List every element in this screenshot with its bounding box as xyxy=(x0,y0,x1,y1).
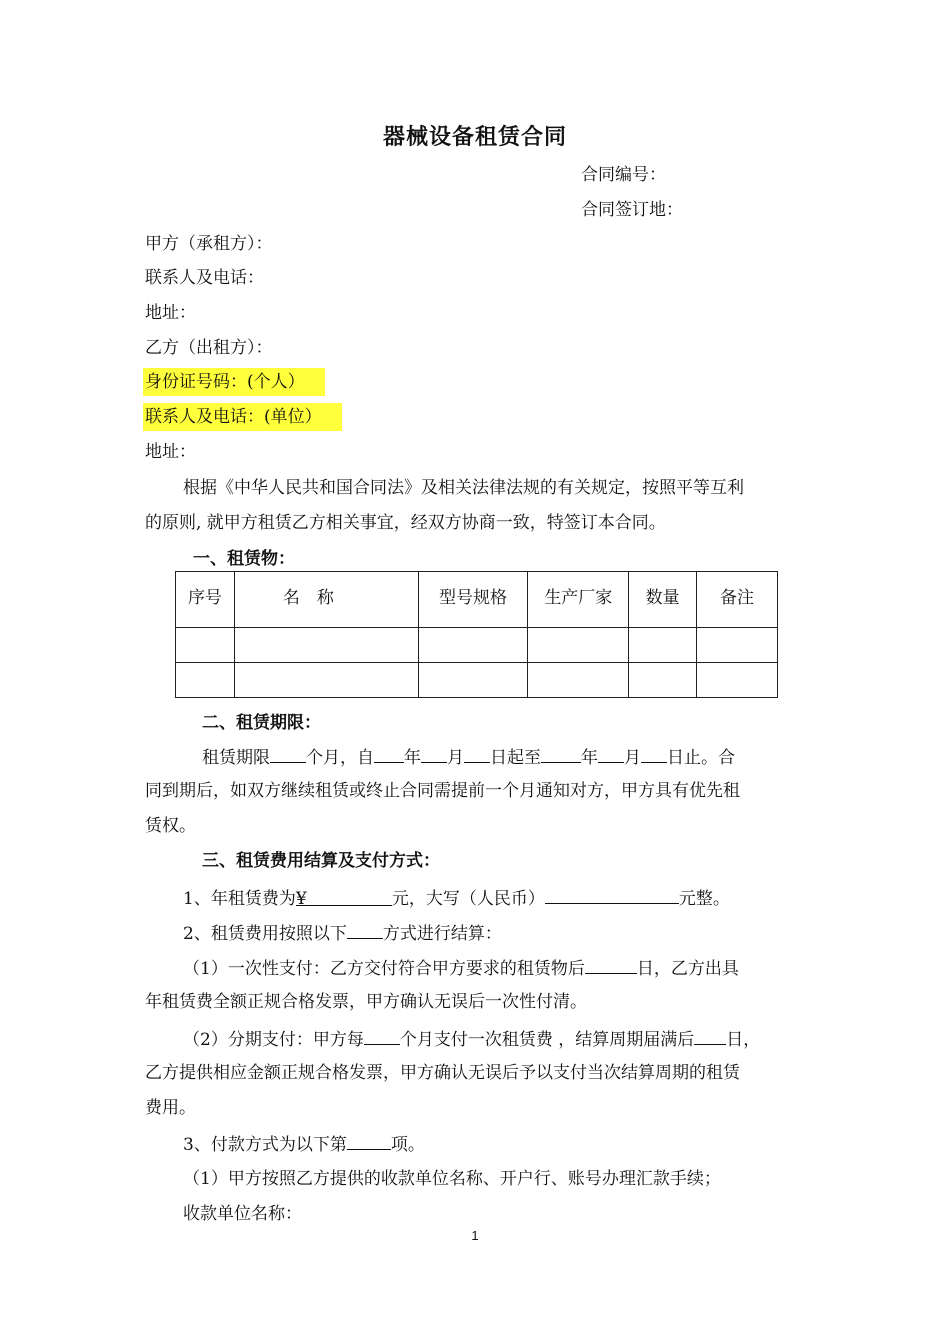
table-cell[interactable] xyxy=(629,663,697,698)
party-a-name-label: 甲方（承租方）： xyxy=(145,234,273,254)
column-header: 型号规格 xyxy=(418,572,528,628)
lump-sum-line-1: （1）一次性支付：乙方交付符合甲方要求的租赁物后 日，乙方出具 xyxy=(183,956,739,980)
section-2-heading: 二、租赁期限： xyxy=(202,713,321,733)
blank-end-day[interactable] xyxy=(641,745,667,763)
party-a-address-label: 地址： xyxy=(145,303,196,323)
installment-line-3: 费用。 xyxy=(145,1098,196,1118)
blank-start-day[interactable] xyxy=(464,745,490,763)
column-header: 序号 xyxy=(176,572,235,628)
payee-name-label: 收款单位名称： xyxy=(183,1204,302,1224)
highlighted-id-field: 身份证号码：(个人） xyxy=(143,368,325,396)
table-cell[interactable] xyxy=(528,663,629,698)
table-cell[interactable] xyxy=(697,628,778,663)
table-cell[interactable] xyxy=(234,663,418,698)
section-3-heading: 三、租赁费用结算及支付方式： xyxy=(202,851,440,871)
section-1-heading: 一、租赁物： xyxy=(193,549,295,569)
table-header-row xyxy=(176,572,778,628)
table-cell[interactable] xyxy=(234,628,418,663)
column-header: 备注 xyxy=(697,572,778,628)
blank-end-month[interactable] xyxy=(598,745,624,763)
blank-annual-fee[interactable]: ¥ xyxy=(296,888,392,906)
installment-line-1: （2）分期支付：甲方每 个月支付一次租赁费 ，结算周期届满后 日， xyxy=(183,1027,760,1051)
table-cell[interactable] xyxy=(418,663,528,698)
lease-term-line-3: 赁权。 xyxy=(145,816,196,836)
party-b-name-label: 乙方（出租方）： xyxy=(145,338,273,358)
table-cell[interactable] xyxy=(176,628,235,663)
page-number: 1 xyxy=(471,1228,479,1243)
document-title: 器械设备租赁合同 xyxy=(382,124,567,150)
party-b-id-label xyxy=(145,371,325,393)
table-row xyxy=(176,628,778,663)
annual-fee-line: 1、年租赁费为¥ 元，大写（人民币） 元整。 xyxy=(183,886,730,910)
intro-line-2: 的原则, 就甲方租赁乙方相关事宜，经双方协商一致，特签订本合同。 xyxy=(145,513,666,533)
table-cell[interactable] xyxy=(176,663,235,698)
party-b-contact-label xyxy=(145,406,342,428)
blank-settlement-method[interactable] xyxy=(347,921,383,939)
installment-line-2: 乙方提供相应金额正规合格发票，甲方确认无误后予以支付当次结算周期的租赁 xyxy=(145,1063,740,1083)
lease-term-line: 租赁期限 个月，自 年 月 日起至 年 月 日止。合 xyxy=(202,745,735,769)
contract-number-label: 合同编号： xyxy=(581,165,666,185)
table-cell[interactable] xyxy=(528,628,629,663)
remittance-line: （1）甲方按照乙方提供的收款单位名称、开户行、账号办理汇款手续； xyxy=(183,1169,721,1189)
payment-method-line: 3、付款方式为以下第 项。 xyxy=(183,1132,425,1156)
blank-installment-months[interactable] xyxy=(364,1027,400,1045)
table-row xyxy=(176,663,778,698)
column-header: 名 称 xyxy=(234,572,418,628)
column-header: 生产厂家 xyxy=(528,572,629,628)
column-header: 数量 xyxy=(629,572,697,628)
lease-term-line-2: 同到期后，如双方继续租赁或终止合同需提前一个月通知对方，甲方具有优先租 xyxy=(145,781,740,801)
party-a-contact-label: 联系人及电话： xyxy=(145,268,264,288)
table-cell[interactable] xyxy=(629,628,697,663)
party-b-address-label: 地址： xyxy=(145,442,196,462)
highlighted-contact-field: 联系人及电话：(单位） xyxy=(143,403,342,431)
blank-start-year[interactable] xyxy=(374,745,404,763)
blank-start-month[interactable] xyxy=(421,745,447,763)
lease-items-table xyxy=(175,571,778,698)
intro-line-1: 根据《中华人民共和国合同法》及相关法律法规的有关规定，按照平等互利 xyxy=(183,478,744,498)
blank-end-year[interactable] xyxy=(541,745,581,763)
table-cell[interactable] xyxy=(418,628,528,663)
blank-installment-days[interactable] xyxy=(694,1027,726,1045)
lump-sum-line-2: 年租赁费全额正规合格发票，甲方确认无误后一次性付清。 xyxy=(145,992,587,1012)
blank-fee-in-words[interactable] xyxy=(545,886,679,904)
blank-days-after-delivery[interactable] xyxy=(585,956,637,974)
settlement-method-line: 2、租赁费用按照以下 方式进行结算： xyxy=(183,921,502,945)
contract-place-label: 合同签订地： xyxy=(581,200,683,220)
blank-months[interactable] xyxy=(270,745,306,763)
blank-payment-option[interactable] xyxy=(347,1132,391,1150)
table-cell[interactable] xyxy=(697,663,778,698)
